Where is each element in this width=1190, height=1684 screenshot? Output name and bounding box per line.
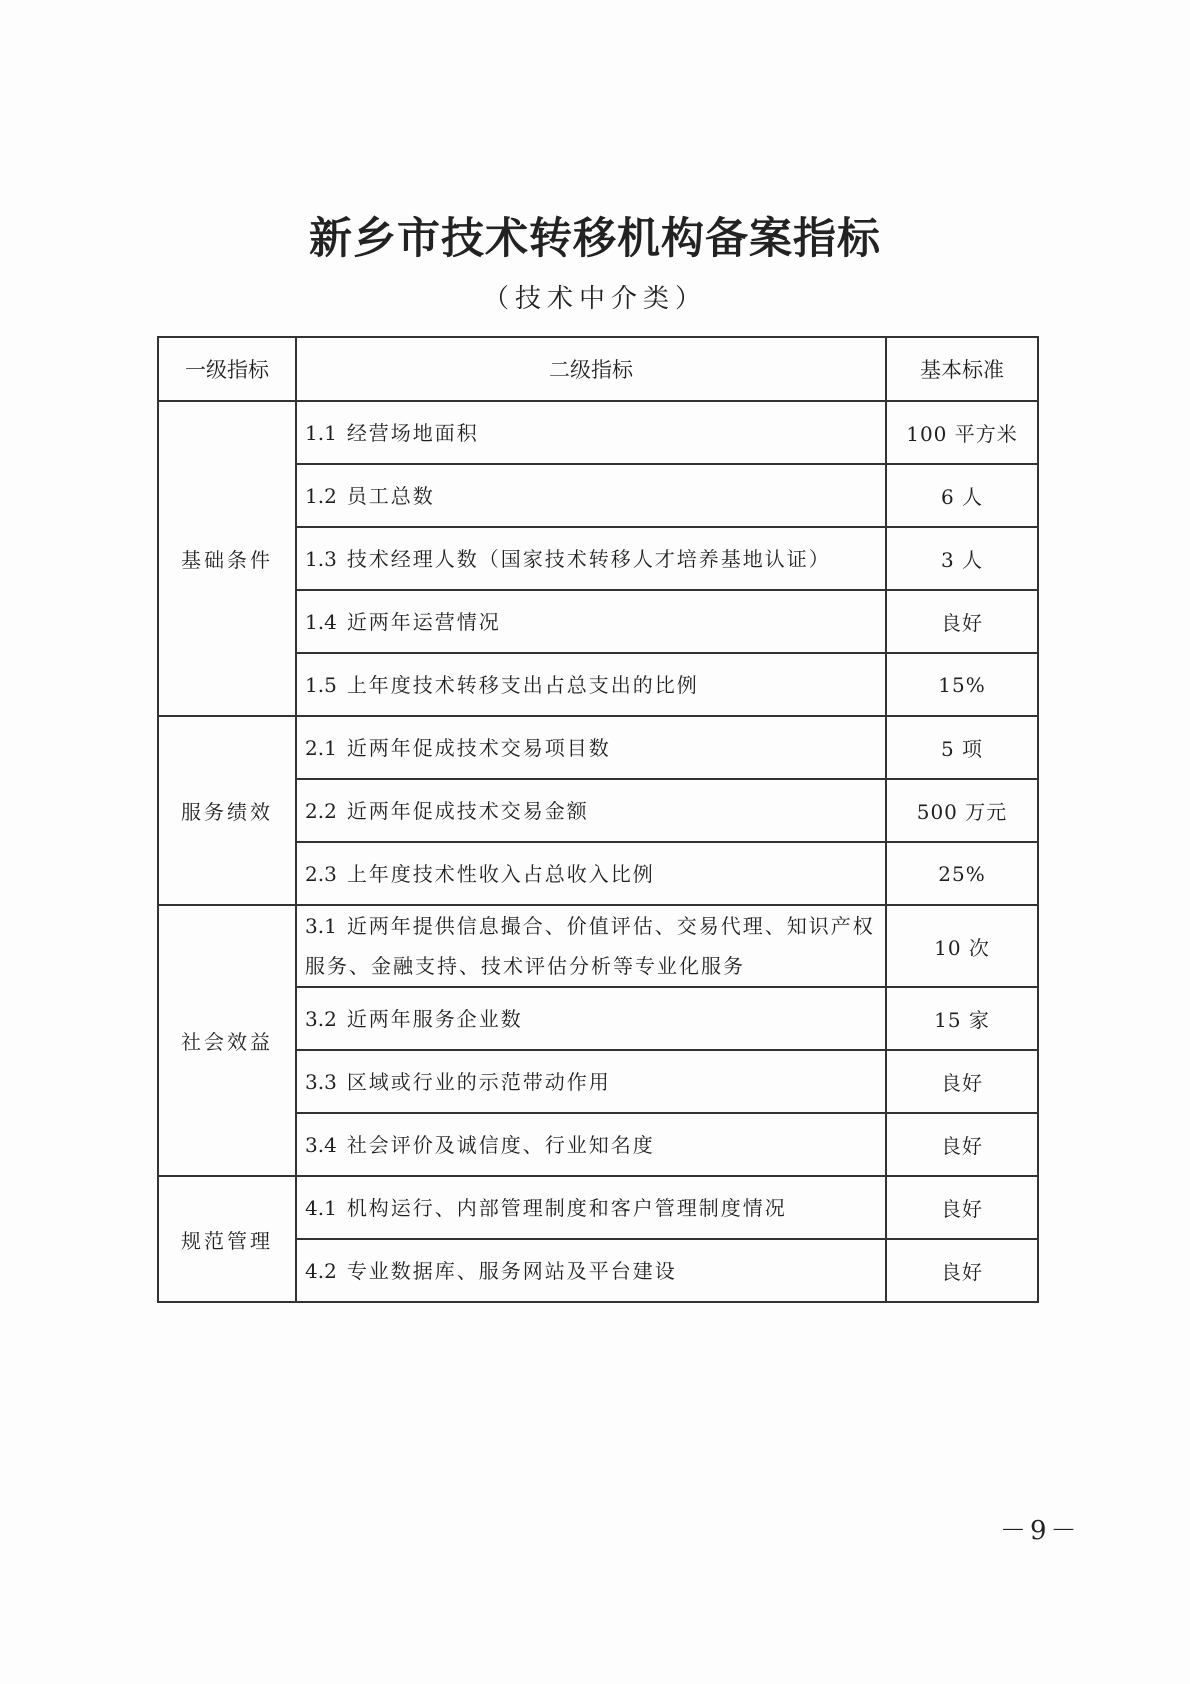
standard-cell: 6 人	[886, 464, 1038, 527]
standard-cell: 3 人	[886, 527, 1038, 590]
header-primary-indicator: 一级指标	[158, 337, 296, 401]
secondary-indicator-cell	[296, 401, 886, 464]
secondary-indicator-cell	[296, 1176, 886, 1239]
indicator-number: 1.5	[305, 672, 337, 697]
standard-cell: 15 家	[886, 987, 1038, 1050]
secondary-indicator-cell	[296, 1113, 886, 1176]
indicator-number: 4.2	[305, 1258, 337, 1283]
document-subtitle: （技术中介类）	[482, 284, 707, 314]
indicator-number: 1.4	[305, 609, 337, 634]
primary-indicator-cell: 社会效益	[158, 905, 296, 1176]
header-basic-standard: 基本标准	[886, 337, 1038, 401]
standard-cell: 良好	[886, 1050, 1038, 1113]
indicator-text: 上年度技术性收入占总收入比例	[346, 861, 655, 886]
indicator-text: 员工总数	[346, 483, 435, 508]
standard-cell: 500 万元	[886, 779, 1038, 842]
standard-cell: 10 次	[886, 905, 1038, 987]
indicator-number: 2.3	[305, 861, 337, 886]
secondary-indicator-cell	[296, 842, 886, 905]
indicator-number: 3.1	[305, 914, 337, 938]
standard-cell: 100 平方米	[886, 401, 1038, 464]
indicator-number: 3.4	[305, 1132, 337, 1157]
table-row	[158, 716, 1038, 779]
indicator-text: 上年度技术转移支出占总支出的比例	[346, 672, 699, 697]
indicator-table	[157, 336, 1039, 1303]
indicator-text: 机构运行、内部管理制度和客户管理制度情况	[346, 1195, 787, 1220]
secondary-indicator-cell	[296, 987, 886, 1050]
secondary-indicator-cell	[296, 1050, 886, 1113]
indicator-number: 3.3	[305, 1069, 337, 1094]
indicator-text: 技术经理人数（国家技术转移人才培养基地认证）	[346, 546, 831, 571]
indicator-text: 近两年服务企业数	[346, 1006, 523, 1031]
indicator-text: 区域或行业的示范带动作用	[346, 1069, 611, 1094]
secondary-indicator-cell	[296, 527, 886, 590]
standard-cell: 良好	[886, 1176, 1038, 1239]
indicator-text: 社会评价及诚信度、行业知名度	[346, 1132, 655, 1157]
page-number: －9－	[1000, 1516, 1081, 1546]
table-header-row	[158, 337, 1038, 401]
indicator-number: 1.2	[305, 483, 337, 508]
primary-indicator-cell: 服务绩效	[158, 716, 296, 905]
table-row	[158, 1176, 1038, 1239]
indicator-text: 专业数据库、服务网站及平台建设	[346, 1258, 677, 1283]
secondary-indicator-cell	[296, 1239, 886, 1302]
standard-cell: 25%	[886, 842, 1038, 905]
indicator-number: 3.2	[305, 1006, 337, 1031]
standard-cell: 5 项	[886, 716, 1038, 779]
indicator-number: 1.1	[305, 420, 337, 445]
secondary-indicator-cell	[296, 779, 886, 842]
standard-cell: 良好	[886, 1239, 1038, 1302]
document-title: 新乡市技术转移机构备案指标	[309, 214, 881, 264]
secondary-indicator-cell	[296, 716, 886, 779]
indicator-number: 2.1	[305, 735, 337, 760]
indicator-text: 经营场地面积	[346, 420, 479, 445]
secondary-indicator-cell	[296, 464, 886, 527]
indicator-number: 1.3	[305, 546, 337, 571]
indicator-text: 近两年提供信息撮合、价值评估、交易代理、知识产权服务、金融支持、技术评估分析等专业化服务	[305, 914, 875, 978]
primary-indicator-cell: 基础条件	[158, 401, 296, 716]
standard-cell: 良好	[886, 590, 1038, 653]
standard-cell: 15%	[886, 653, 1038, 716]
table-row	[158, 905, 1038, 987]
header-secondary-indicator: 二级指标	[296, 337, 886, 401]
secondary-indicator-cell	[296, 905, 886, 987]
indicator-number: 4.1	[305, 1195, 337, 1220]
secondary-indicator-cell	[296, 653, 886, 716]
primary-indicator-cell: 规范管理	[158, 1176, 296, 1302]
indicator-text: 近两年促成技术交易项目数	[346, 735, 611, 760]
indicator-text: 近两年促成技术交易金额	[346, 798, 589, 823]
indicator-text: 近两年运营情况	[346, 609, 501, 634]
standard-cell: 良好	[886, 1113, 1038, 1176]
secondary-indicator-cell	[296, 590, 886, 653]
indicator-number: 2.2	[305, 798, 337, 823]
table-row	[158, 401, 1038, 464]
